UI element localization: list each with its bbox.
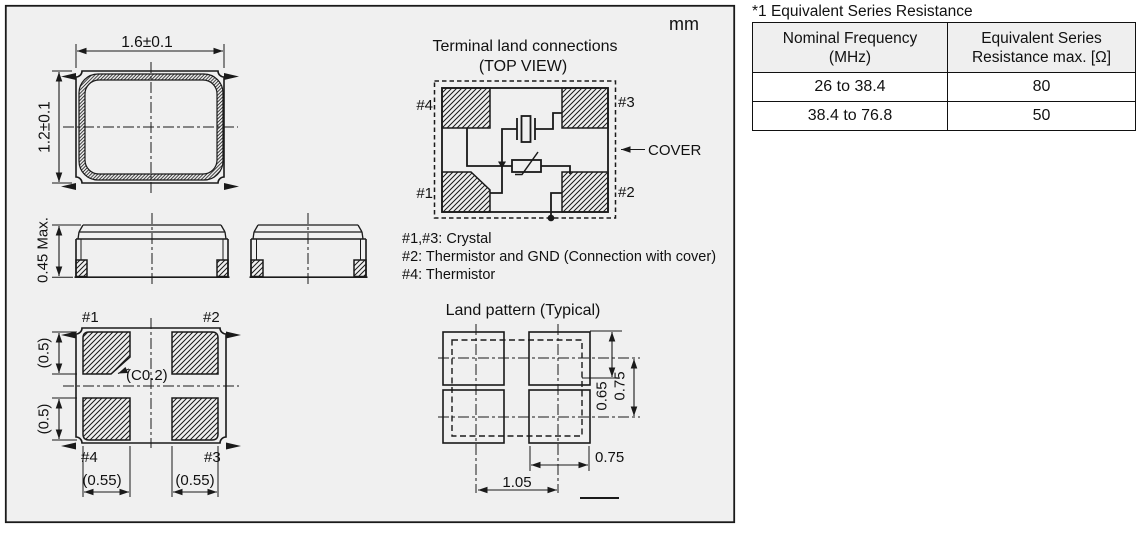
esr-table xyxy=(752,22,1136,131)
pin3-label: #3 xyxy=(618,94,635,111)
dim-height-label: 1.2±0.1 xyxy=(36,101,54,153)
dim-pad-height-label: 0.65 xyxy=(593,381,611,411)
pin4-label: #4 xyxy=(416,97,433,114)
esr-frequency-cell: 38.4 to 76.8 xyxy=(753,102,948,131)
dim-width-label: 1.6±0.1 xyxy=(121,34,173,51)
pin2-label: #2 xyxy=(203,309,220,326)
esr-col1-header xyxy=(753,23,948,73)
esr-col2-header-line2: Resistance max. [Ω] xyxy=(971,48,1112,66)
pin1-label: #1 xyxy=(416,185,433,202)
side-pad xyxy=(354,260,366,277)
pad-2 xyxy=(562,172,608,212)
esr-table-row xyxy=(753,73,1136,102)
cover-ground-dot xyxy=(548,215,555,222)
side-pad xyxy=(217,260,228,277)
unit-label: mm xyxy=(669,14,699,34)
section-title: Terminal land connections xyxy=(432,38,618,55)
esr-resistance-cell: 80 xyxy=(948,73,1136,102)
pad-2 xyxy=(172,332,218,374)
dim-pad4-label: (0.55) xyxy=(82,472,122,489)
section-title: Land pattern (Typical) xyxy=(445,302,601,319)
pin1-label: #1 xyxy=(82,309,99,326)
side-pad xyxy=(76,260,87,277)
chamfer-label: (C0.2) xyxy=(126,367,168,384)
dim-thickness-label: 0.45 Max. xyxy=(34,217,52,283)
pad-4 xyxy=(83,398,130,440)
side-pad xyxy=(251,260,263,277)
pin2-label: #2 xyxy=(618,184,635,201)
esr-resistance-cell: 50 xyxy=(948,102,1136,131)
terminal-note-1: #1,#3: Crystal xyxy=(402,231,492,247)
esr-col2-header-line1: Equivalent Series xyxy=(981,29,1102,47)
cover-label: COVER xyxy=(648,142,702,159)
esr-col1-header-line1: Nominal Frequency xyxy=(782,29,918,47)
esr-table-title: *1 Equivalent Series Resistance xyxy=(752,3,973,20)
esr-col2-header xyxy=(948,23,1136,73)
esr-col1-header-line2: (MHz) xyxy=(828,48,872,66)
dim-pad3-label: (0.55) xyxy=(175,472,215,489)
terminal-note-3: #4: Thermistor xyxy=(402,267,496,283)
esr-header-row xyxy=(753,23,1136,73)
dim-row-pitch-label: 0.75 xyxy=(611,371,629,401)
pin3-label: #3 xyxy=(204,449,221,466)
pad-3 xyxy=(172,398,218,440)
terminal-note-2: #2: Thermistor and GND (Connection with cover) xyxy=(402,249,717,265)
dim-col-pitch-label: 1.05 xyxy=(502,474,532,491)
dim-pad-width-label: 0.75 xyxy=(595,449,625,466)
dim-row-top-label: (0.5) xyxy=(35,337,53,369)
dim-row-bottom-label: (0.5) xyxy=(35,403,53,435)
pad-4 xyxy=(442,88,490,128)
esr-table-row xyxy=(753,102,1136,131)
pad-3 xyxy=(562,88,608,128)
pin4-label: #4 xyxy=(81,449,98,466)
section-subtitle: (TOP VIEW) xyxy=(478,58,568,75)
esr-frequency-cell: 26 to 38.4 xyxy=(753,73,948,102)
